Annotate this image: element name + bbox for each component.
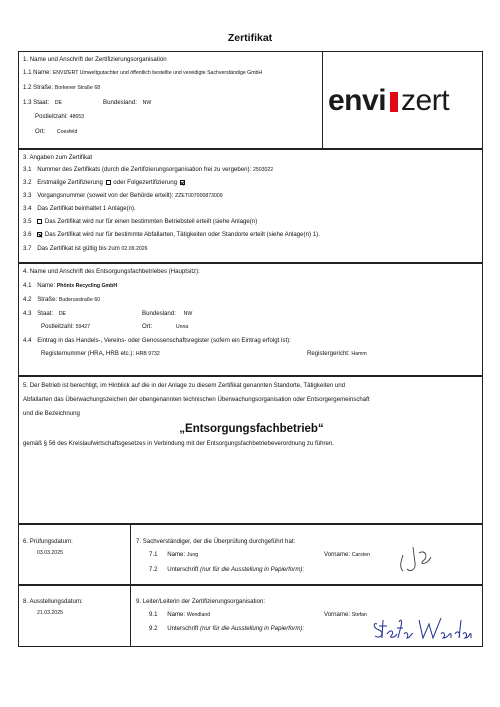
company-country-value: DE [58, 311, 67, 317]
designation-title: „Entsorgungsfachbetrieb“ [179, 423, 324, 435]
row-number: 7.2 [149, 566, 158, 573]
audit-date-label: 6. Prüfungsdatum: [23, 538, 73, 545]
company-city-row [142, 323, 188, 331]
section-8-divider [130, 586, 131, 646]
section-5-authorization [18, 376, 483, 524]
certification-type-row [23, 179, 186, 186]
director-name-label: Name: [167, 611, 186, 618]
issuer-state-label: Bundesland: [103, 99, 137, 106]
business-unit-row [23, 218, 257, 225]
business-unit-text: Das Zertifikat wird nur für einen bestimmten Betriebsteil erteilt (siehe Anlage(n) [44, 218, 258, 225]
cert-number-value: 2503022 [252, 167, 274, 173]
envizert-logo [328, 84, 488, 118]
section-4-company [18, 263, 483, 376]
issuer-zip-label: Postleitzahl: [35, 113, 68, 120]
validity-row [23, 245, 148, 253]
issuer-street-row [23, 84, 100, 92]
expert-signature-note: (nur für die Ausstellung in Papierform): [200, 566, 305, 573]
company-name-label: Name: [37, 282, 56, 289]
company-street-label: Straße: [37, 296, 58, 303]
issuer-street-label: 1.2 Straße: [23, 84, 54, 91]
issuer-city-value: Coesfeld [56, 129, 78, 135]
issuer-city-row [35, 128, 77, 136]
director-name-row [149, 611, 210, 619]
expert-name-row [149, 551, 198, 559]
company-city-value: Unna [175, 324, 189, 330]
issuer-name-label: 1.1 Name: [23, 69, 52, 76]
row-number: 3.5 [23, 218, 32, 225]
row-number: 3.4 [23, 205, 32, 212]
director-firstname-value: Stefan [351, 612, 367, 618]
register-number-value: HRB 9732 [135, 351, 160, 357]
row-number: 3.6 [23, 231, 32, 238]
cert-number-row [23, 166, 273, 174]
register-entry-text: Eintrag in das Handels-, Vereins- oder Genossenschaftsregister (sofern ein Eintrag erfolgt ist): [37, 337, 291, 344]
company-city-label: Ort: [142, 323, 153, 330]
row-number: 3.1 [23, 166, 32, 173]
section-8-9-issuance [18, 585, 483, 647]
case-number-label: Vorgangsnummer (soweit von der Behörde erteilt): [37, 192, 174, 199]
attachments-row [23, 205, 136, 212]
company-name-value: Phönix Recycling GmbH [56, 283, 118, 289]
issuer-state-row [103, 99, 151, 107]
logo-text-zert: zert [401, 84, 450, 117]
waste-types-row [23, 231, 320, 238]
audit-date-value: 03.03.2025 [37, 550, 63, 556]
issuer-zip-row [35, 113, 84, 121]
certificate-title: Zertifikat [227, 32, 273, 44]
waste-types-text: Das Zertifikat wird nur für bestimmte Abfallarten, Tätigkeiten oder Standorte erteilt (siehe Anlage(n) 1). [44, 231, 320, 238]
director-firstname-label: Vorname: [324, 611, 351, 618]
director-signature-note: (nur für die Ausstellung in Papierform): [200, 625, 305, 632]
register-entry-row [23, 337, 291, 344]
waste-types-checkbox[interactable] [37, 232, 42, 237]
expert-signature-row [149, 566, 304, 573]
initial-certification-checkbox[interactable] [106, 180, 111, 185]
expert-signature [391, 535, 461, 579]
director-firstname-row [324, 611, 367, 619]
row-number: 3.3 [23, 192, 32, 199]
expert-name-value: Jung [186, 552, 199, 558]
issuer-street-value: Borkener Straße 68 [54, 85, 101, 91]
director-signature-row [149, 625, 304, 632]
section-1-heading: 1. Name und Anschrift der Zertifizierungsorganisation [23, 56, 167, 63]
section-6-7-audit [18, 524, 483, 585]
issue-date-value: 21.03.2025 [37, 610, 63, 616]
register-court-label: Registergericht: [307, 350, 350, 357]
case-number-value: ZZET007000873009 [175, 193, 223, 199]
company-country-row [23, 310, 66, 318]
row-number: 4.3 [23, 310, 32, 317]
section-1-divider [322, 52, 323, 148]
initial-certification-label: Erstmalige Zertifizierung [37, 179, 103, 186]
company-state-row [142, 310, 192, 318]
company-zip-value: 59427 [75, 324, 90, 330]
company-street-row [23, 296, 100, 304]
company-name-row [23, 282, 117, 290]
register-court-value: Hamm [351, 351, 367, 357]
director-signature-label: Unterschrift [167, 625, 199, 632]
register-number-row [41, 350, 160, 358]
expert-firstname-label: Vorname: [324, 551, 351, 558]
company-state-label: Bundesland: [142, 310, 176, 317]
expert-signature-label: Unterschrift [167, 566, 199, 573]
expert-firstname-row [324, 551, 370, 559]
issuer-name-value: ENVIZERT Umweltgutachter und öffentlich bestellte und vereidigte Sachverständige GmbH [52, 70, 263, 76]
row-number: 9.1 [149, 611, 158, 618]
issuer-country-row [23, 99, 62, 107]
section-7-heading: 7. Sachverständiger, der die Überprüfung durchgeführt hat: [136, 538, 296, 545]
row-number: 4.1 [23, 282, 32, 289]
section-3-certificate-details [18, 149, 483, 263]
follow-up-certification-label: oder Folgezertifizierung [113, 179, 177, 186]
authorization-line-3: und die Bezeichnung [23, 410, 80, 417]
logo-accent-bar [390, 92, 398, 112]
company-street-value: Buderusstraße 60 [58, 297, 101, 303]
case-number-row [23, 192, 223, 200]
logo-text-envi: envi [328, 84, 387, 117]
section-9-heading: 9. Leiter/Leiterin der Zertifizierungsorganisation: [136, 598, 266, 605]
issuer-city-label: Ort: [35, 128, 46, 135]
register-number-label: Registernummer (HRA, HRB etc.): [41, 350, 135, 357]
authorization-line-4: gemäß § 56 des Kreislaufwirtschaftsgesetzes in Verbindung mit der Entsorgungsfachbetriebeverordnung zu führen. [23, 440, 334, 447]
row-number: 7.1 [149, 551, 158, 558]
issuer-zip-value: 48653 [69, 114, 84, 120]
issuer-country-label: 1.3 Staat: [23, 99, 50, 106]
director-signature [371, 614, 476, 644]
attachments-text: Das Zertifikat beinhaltet 1 Anlage(n). [37, 205, 136, 212]
cert-number-label: Nummer des Zertifikats (durch die Zertifizierungsorganisation frei zu vergeben): [37, 166, 252, 173]
row-number: 9.2 [149, 625, 158, 632]
company-country-label: Staat: [37, 310, 54, 317]
validity-label: Das Zertifikat ist gültig bis zum [37, 245, 120, 252]
issuer-country-value: DE [54, 100, 63, 106]
authorization-line-1: 5. Der Betrieb ist berechtigt, im Hinblick auf die in der Anlage zu diesem Zertifikat genannten Standorte, Tätigkeiten und [23, 382, 346, 389]
company-state-value: NW [183, 311, 193, 317]
row-number: 3.2 [23, 179, 32, 186]
issuer-state-value: NW [142, 100, 152, 106]
section-3-heading: 3. Angaben zum Zertifikat [23, 154, 93, 161]
row-number: 4.2 [23, 296, 32, 303]
validity-value: 02.09.2026 [121, 246, 148, 252]
row-number: 4.4 [23, 337, 32, 344]
row-number: 3.7 [23, 245, 32, 252]
director-name-value: Wendland [186, 612, 211, 618]
register-court-row [307, 350, 367, 358]
company-zip-row [41, 323, 90, 331]
expert-firstname-value: Carsten [351, 552, 370, 558]
business-unit-checkbox[interactable] [37, 219, 42, 224]
expert-name-label: Name: [167, 551, 186, 558]
follow-up-certification-checkbox[interactable] [180, 180, 185, 185]
section-4-heading: 4. Name und Anschrift des Entsorgungsfachbetriebes (Hauptsitz): [23, 268, 200, 275]
section-6-divider [130, 525, 131, 584]
authorization-line-2: Abfallarten das Überwachungszeichen der obengenannten technischen Überwachungsorganisation oder Entsorgergemeinschaft [23, 396, 370, 403]
company-zip-label: Postleitzahl: [41, 323, 74, 330]
issue-date-label: 8. Ausstellungsdatum: [23, 598, 83, 605]
issuer-name-row [23, 69, 262, 77]
